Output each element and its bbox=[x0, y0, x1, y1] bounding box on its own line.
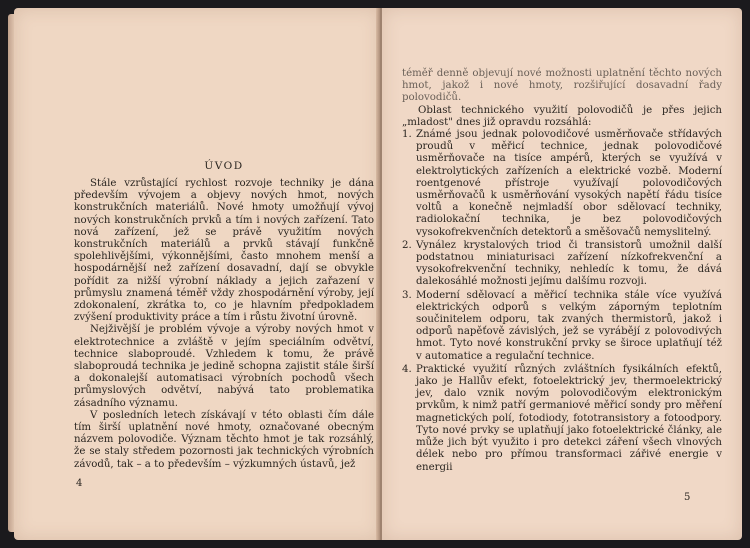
paragraph: V posledních letech získávají v této oblasti čím dále tím širší uplatnění nové hmoty, označované obecným názvem polovodiče. Význam těchto hmot je tak rozsáhlý, že se staly středem pozornosti jak technických výrobních závodů, tak – a to především – výzkumných ústavů, jež bbox=[74, 409, 374, 470]
list-number: 3. bbox=[402, 289, 412, 301]
page-number-left: 4 bbox=[76, 478, 83, 489]
paragraph: Stále vzrůstající rychlost rozvoje techniky je dána především vývojem a objevy nových hmot, nových konstrukčních materiálů. Nové hmoty umožňují vývoj nových konstrukčních prvků a tím i nových zařízení. Tato nová zařízení, jež se právě využitím nových konstrukčních materiálů a prvků stávají funkčně spolehlivějšími, výkonnějšími, často mnohem menší a hospodárnější než zařízení dosavadní, dají se obvykle pořídit za nižší výrobní náklady a jejich zařazení v průmyslu znamená téměř vždy zhospodárnění výroby, její zdokonalení, zkrátka to, co je hlavním předpokladem zvýšení produktivity práce a tím i růstu životní úrovně. bbox=[74, 178, 374, 324]
list-number: 4. bbox=[402, 363, 412, 375]
list-text: Praktické využití různých zvláštních fysikálních efektů, jako je Hallův efekt, fotoelektrický jev, thermoelektrický jev, dalo vznik novým polovodičovým elektronickým prvkům, k nimž patří germaniové měřicí sondy pro měření magnetických polí, fotodiody, fototransistory a fotoodpory. Tyto nové prvky se uplatňují jako fotoelektrické články, ale může jich být využito i pro detekci záření všech vlnových délek nebo pro přímou transformaci zářivé energie v energii bbox=[416, 363, 722, 473]
chapter-heading: ÚVOD bbox=[204, 160, 244, 172]
paragraph: Oblast technického využití polovodičů je přes jejich „mladost" dnes již opravdu rozsáhlá: bbox=[402, 104, 722, 128]
list-item bbox=[402, 364, 722, 474]
list-item bbox=[402, 290, 722, 363]
list-number: 2. bbox=[402, 239, 412, 251]
list-item bbox=[402, 240, 722, 289]
left-page bbox=[14, 8, 380, 540]
right-page bbox=[382, 8, 742, 540]
list-number: 1. bbox=[402, 129, 412, 141]
right-page-text bbox=[402, 68, 722, 475]
left-page-text bbox=[74, 178, 374, 471]
list-item bbox=[402, 129, 722, 239]
page-number-right: 5 bbox=[684, 492, 691, 503]
book-spread bbox=[8, 8, 744, 540]
paragraph: téměř denně objevují nové možnosti uplatnění těchto nových hmot, jakož i nové hmoty, rozšiřující dosavadní řady polovodičů. bbox=[402, 68, 722, 104]
paragraph: Nejživější je problém vývoje a výroby nových hmot v elektrotechnice a zvláště v jejím speciálním odvětví, technice slaboproudé. Vzhledem k tomu, že právě slaboproudá technika je jedině schopna zajistit stále širší a dokonalejší automatisaci výrobních pochodů všech průmyslových odvětví, nabývá tato problematika zásadního významu. bbox=[74, 324, 374, 409]
list-text: Moderní sdělovací a měřicí technika stále více využívá elektrických odporů s velkým záporným teplotním součinitelem odporu, tak zvaných thermistorů, jakož i odporů napěťově závislých, jež se vyrábějí z polovodivých hmot. Tyto nové konstrukční prvky se široce uplatňují též v automatice a regulační technice. bbox=[416, 289, 722, 362]
list-text: Známé jsou jednak polovodičové usměrňovače střídavých proudů v měřicí technice, jednak polovodičové usměrňovače na tisíce ampérů, kterých se využívá v elektrolytických zařízeních a elektrické vozbě. Moderní roentgenové přístroje využívají polovodičových usměrňovačů k usměrňování vysokých napětí řádu tisíce voltů a konečně nejmladší obor sdělovací techniky, radiolokační technika, je bez polovodičových vysokofrekvenčních detektorů a směšovačů nemyslitelný. bbox=[416, 129, 722, 238]
list-text: Vynález krystalových triod či transistorů umožnil další podstatnou miniaturisaci zařízení nízkofrekvenční a vysokofrekvenční techniky, nehledíc k tomu, že dává dalekosáhlé možnosti jejímu dalšímu rozvoji. bbox=[416, 239, 722, 288]
